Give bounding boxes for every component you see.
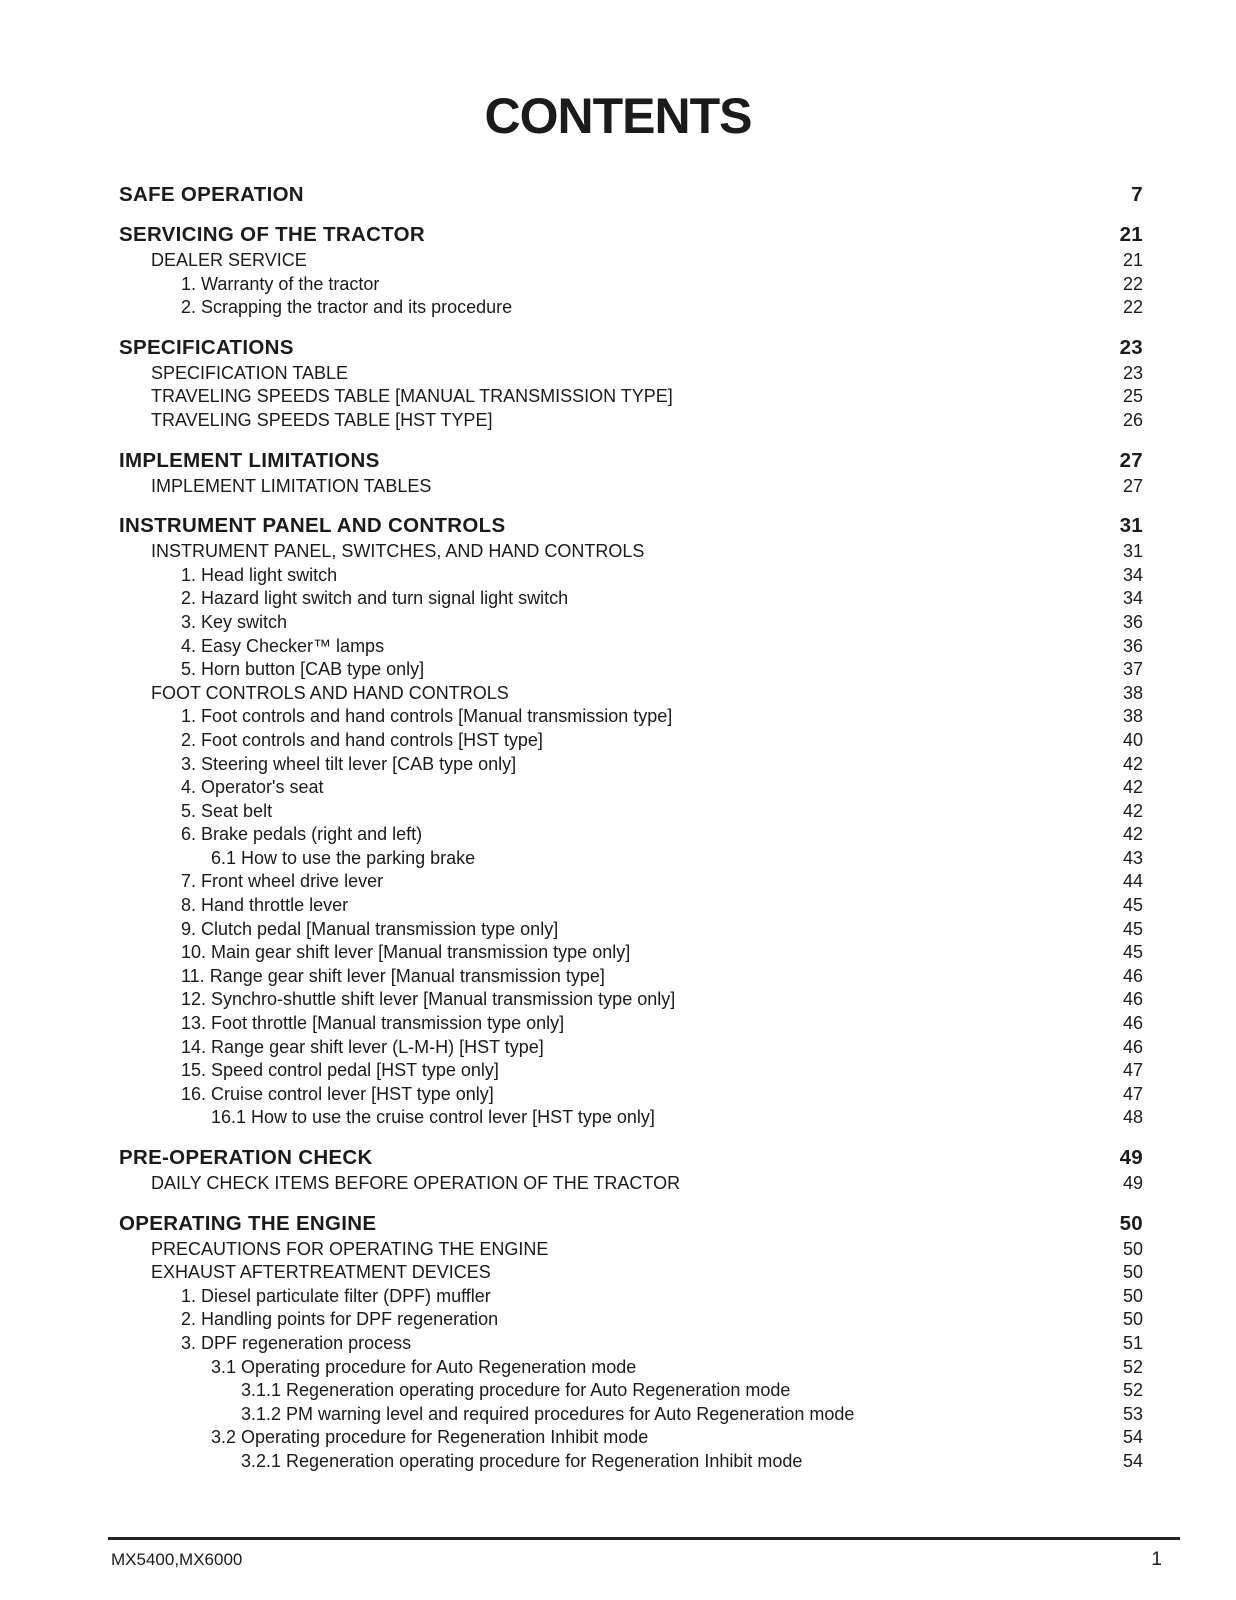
- toc-entry-label: SERVICING OF THE TRACTOR: [119, 223, 425, 246]
- toc-entry-label: PRECAUTIONS FOR OPERATING THE ENGINE: [151, 1238, 549, 1259]
- toc-entry-page: 46: [1122, 1036, 1143, 1057]
- toc-entry-page: 7: [1131, 183, 1143, 206]
- footer: [108, 1537, 1180, 1571]
- toc-entry-label: 3.2 Operating procedure for Regeneration Inhibit mode: [211, 1427, 649, 1448]
- toc-entry-page: 50: [1122, 1285, 1143, 1306]
- toc-entry-label: OPERATING THE ENGINE: [119, 1211, 377, 1235]
- toc-entry-page: 23: [1122, 362, 1143, 383]
- toc-entry[interactable]: [119, 1403, 1143, 1427]
- toc-entry-page: 50: [1122, 1238, 1143, 1259]
- toc-entry-label: SAFE OPERATION: [119, 183, 304, 206]
- toc-entry[interactable]: [119, 776, 1143, 800]
- toc-entry-label: 3. Steering wheel tilt lever [CAB type only]: [181, 753, 517, 774]
- toc-entry-page: 46: [1122, 1013, 1143, 1034]
- toc-entry-label: IMPLEMENT LIMITATION TABLES: [151, 475, 432, 496]
- toc-entry-page: 31: [1119, 514, 1143, 538]
- toc-entry-page: 36: [1122, 611, 1143, 632]
- toc-entry-label: 10. Main gear shift lever [Manual transmission type only]: [181, 942, 631, 963]
- toc-entry-label: DEALER SERVICE: [151, 250, 307, 270]
- toc-entry-label: SPECIFICATION TABLE: [151, 362, 349, 383]
- toc-entry[interactable]: [119, 587, 1143, 611]
- toc-entry[interactable]: [119, 1356, 1143, 1380]
- toc-entry-label: 15. Speed control pedal [HST type only]: [181, 1060, 499, 1081]
- toc-entry-label: 2. Handling points for DPF regeneration: [181, 1309, 499, 1330]
- toc-entry-page: 42: [1122, 777, 1143, 798]
- toc-entry[interactable]: [119, 249, 1143, 273]
- toc-entry[interactable]: [119, 823, 1143, 847]
- toc-entry[interactable]: [119, 729, 1143, 753]
- toc-entry-page: 54: [1122, 1450, 1143, 1471]
- toc-entry[interactable]: [119, 800, 1143, 824]
- toc-entry[interactable]: [119, 1450, 1143, 1474]
- toc-entry[interactable]: [119, 635, 1143, 659]
- page-title: CONTENTS: [484, 88, 752, 144]
- toc-entry-page: 27: [1119, 448, 1143, 472]
- toc-entry-page: 25: [1122, 386, 1143, 407]
- toc-entry-label: 16. Cruise control lever [HST type only]: [181, 1083, 494, 1104]
- toc-entry-label: 3.1.1 Regeneration operating procedure for Auto Regeneration mode: [241, 1380, 791, 1401]
- footer-model-label: MX5400,MX6000: [111, 1550, 243, 1569]
- toc-entry-label: 6. Brake pedals (right and left): [181, 824, 423, 845]
- toc-entry-page: 52: [1122, 1380, 1143, 1401]
- toc-entry-page: 36: [1122, 635, 1143, 656]
- toc-entry[interactable]: [119, 705, 1143, 729]
- toc-entry[interactable]: [119, 1211, 1143, 1236]
- toc-entry[interactable]: [119, 847, 1143, 871]
- toc-entry-page: 38: [1122, 706, 1143, 727]
- toc-entry[interactable]: [119, 1106, 1143, 1130]
- toc-entry-label: 16.1 How to use the cruise control lever [HST type only]: [211, 1107, 655, 1128]
- toc-entry-label: 6.1 How to use the parking brake: [211, 847, 476, 868]
- toc-entry-page: 49: [1122, 1173, 1143, 1193]
- toc-entry-page: 51: [1122, 1332, 1143, 1353]
- toc-entry-label: EXHAUST AFTERTREATMENT DEVICES: [151, 1262, 491, 1283]
- toc-entry-page: 37: [1122, 659, 1143, 680]
- toc-entry-page: 50: [1122, 1309, 1143, 1330]
- toc-entry-page: 47: [1122, 1083, 1143, 1104]
- toc-entry[interactable]: [119, 564, 1143, 588]
- toc-entry[interactable]: [119, 1036, 1143, 1060]
- toc-entry-label: 3.1.2 PM warning level and required procedures for Auto Regeneration mode: [241, 1403, 855, 1424]
- toc-entry-page: 46: [1122, 989, 1143, 1010]
- toc-entry-page: 42: [1122, 753, 1143, 774]
- toc-entry[interactable]: [119, 273, 1143, 297]
- toc-entry-page: 40: [1122, 729, 1143, 750]
- toc-entry-label: 2. Foot controls and hand controls [HST type]: [181, 729, 543, 750]
- toc-entry[interactable]: [119, 1379, 1143, 1403]
- toc-entry[interactable]: [119, 918, 1143, 942]
- toc-entry-page: 44: [1122, 871, 1143, 892]
- toc-entry[interactable]: [119, 1308, 1143, 1332]
- toc-entry-label: 5. Horn button [CAB type only]: [181, 659, 425, 680]
- toc-entry-page: 34: [1122, 564, 1143, 585]
- toc-entry[interactable]: [119, 448, 1143, 473]
- toc-entry[interactable]: [119, 296, 1143, 320]
- toc-entry[interactable]: [119, 1332, 1143, 1356]
- toc-entry-page: 21: [1119, 223, 1143, 246]
- toc-entry[interactable]: [119, 870, 1143, 894]
- toc-entry-label: INSTRUMENT PANEL AND CONTROLS: [119, 514, 506, 538]
- toc-entry[interactable]: [119, 611, 1143, 635]
- toc-entry[interactable]: [119, 1426, 1143, 1450]
- toc-entry-label: 13. Foot throttle [Manual transmission type only]: [181, 1013, 565, 1034]
- toc-entry-page: 45: [1122, 942, 1143, 963]
- toc-entry-page: 43: [1122, 847, 1143, 868]
- toc-entry-label: 9. Clutch pedal [Manual transmission type only]: [181, 918, 559, 939]
- toc-entry-page: 42: [1122, 824, 1143, 845]
- toc-entry[interactable]: [119, 1083, 1143, 1107]
- toc-entry[interactable]: [119, 1172, 1143, 1196]
- toc-entry[interactable]: [119, 1238, 1143, 1262]
- toc-entry-page: 48: [1122, 1107, 1143, 1128]
- toc-entry-page: 22: [1122, 273, 1143, 294]
- toc-entry-label: 7. Front wheel drive lever: [181, 871, 384, 892]
- toc-entry-label: INSTRUMENT PANEL, SWITCHES, AND HAND CONTROLS: [151, 541, 645, 562]
- toc-entry[interactable]: [119, 1261, 1143, 1285]
- toc-entry-label: 14. Range gear shift lever (L-M-H) [HST type]: [181, 1036, 544, 1057]
- toc-entry[interactable]: [119, 409, 1143, 433]
- toc-entry-page: 49: [1119, 1146, 1143, 1169]
- toc-entry-page: 50: [1119, 1211, 1143, 1235]
- toc-entry[interactable]: [119, 475, 1143, 499]
- toc-entry-page: 53: [1122, 1403, 1143, 1424]
- toc-entry-label: 4. Operator's seat: [181, 777, 324, 798]
- toc-entry-label: 1. Warranty of the tractor: [181, 273, 380, 294]
- toc-entry-label: 5. Seat belt: [181, 800, 273, 821]
- toc-entry-page: 45: [1122, 918, 1143, 939]
- toc-entry[interactable]: [119, 182, 1143, 207]
- toc-entry[interactable]: [119, 658, 1143, 682]
- toc-entry-label: 4. Easy Checker™ lamps: [181, 635, 385, 656]
- toc-entry-page: 22: [1122, 297, 1143, 318]
- toc-entry-page: 27: [1122, 475, 1143, 496]
- toc-entry[interactable]: [119, 513, 1143, 538]
- toc-entry[interactable]: [119, 222, 1143, 247]
- toc-list: [119, 182, 1143, 1474]
- toc-entry-page: 21: [1122, 250, 1143, 270]
- toc-entry[interactable]: [119, 1145, 1143, 1170]
- toc-entry-label: FOOT CONTROLS AND HAND CONTROLS: [151, 682, 509, 703]
- toc-entry-page: 46: [1122, 965, 1143, 986]
- toc-entry[interactable]: [119, 894, 1143, 918]
- toc-entry-page: 52: [1122, 1356, 1143, 1377]
- toc-entry-page: 31: [1122, 541, 1143, 562]
- toc-entry[interactable]: [119, 988, 1143, 1012]
- toc-entry[interactable]: [119, 362, 1143, 386]
- toc-entry-label: 1. Diesel particulate filter (DPF) muffler: [181, 1285, 491, 1306]
- toc-entry-label: 3.2.1 Regeneration operating procedure for Regeneration Inhibit mode: [241, 1450, 803, 1471]
- toc-entry[interactable]: [119, 335, 1143, 360]
- toc-entry-page: 54: [1122, 1427, 1143, 1448]
- toc-entry[interactable]: [119, 753, 1143, 777]
- toc-entry-page: 26: [1122, 409, 1143, 430]
- toc-entry-label: TRAVELING SPEEDS TABLE [HST TYPE]: [151, 409, 493, 430]
- toc-entry-page: 34: [1122, 588, 1143, 609]
- toc-entry-page: 23: [1119, 335, 1143, 359]
- footer-page-number: 1: [1151, 1549, 1162, 1570]
- toc-entry[interactable]: [119, 385, 1143, 409]
- toc-entry[interactable]: [119, 941, 1143, 965]
- toc-entry-label: 11. Range gear shift lever [Manual transmission type]: [181, 965, 605, 986]
- toc-entry-page: 50: [1122, 1262, 1143, 1283]
- toc-entry-label: 2. Hazard light switch and turn signal light switch: [181, 588, 569, 609]
- toc-entry[interactable]: [119, 540, 1143, 564]
- toc-entry-label: SPECIFICATIONS: [119, 335, 294, 359]
- toc-entry-label: 1. Foot controls and hand controls [Manual transmission type]: [181, 706, 673, 727]
- toc-entry-label: PRE-OPERATION CHECK: [119, 1146, 373, 1169]
- toc-entry-label: 3. DPF regeneration process: [181, 1332, 412, 1353]
- toc-entry[interactable]: [119, 965, 1143, 989]
- toc-entry[interactable]: [119, 1012, 1143, 1036]
- toc-entry-label: 3.1 Operating procedure for Auto Regeneration mode: [211, 1356, 637, 1377]
- toc-entry-page: 47: [1122, 1060, 1143, 1081]
- toc-entry[interactable]: [119, 1059, 1143, 1083]
- toc-entry-label: DAILY CHECK ITEMS BEFORE OPERATION OF THE TRACTOR: [151, 1173, 681, 1193]
- toc-entry-page: 38: [1122, 682, 1143, 703]
- toc-entry-label: IMPLEMENT LIMITATIONS: [119, 448, 380, 472]
- toc-entry-label: TRAVELING SPEEDS TABLE [MANUAL TRANSMISSION TYPE]: [151, 386, 673, 407]
- toc-entry-label: 12. Synchro-shuttle shift lever [Manual transmission type only]: [181, 989, 676, 1010]
- toc-entry-label: 2. Scrapping the tractor and its procedure: [181, 297, 513, 318]
- toc-entry-label: 3. Key switch: [181, 611, 288, 632]
- toc-entry-label: 8. Hand throttle lever: [181, 895, 349, 916]
- toc-entry-label: 1. Head light switch: [181, 564, 338, 585]
- toc-entry[interactable]: [119, 1285, 1143, 1309]
- toc-entry-page: 42: [1122, 800, 1143, 821]
- toc-entry-page: 45: [1122, 895, 1143, 916]
- footer-inner: [108, 1540, 1180, 1571]
- toc-entry[interactable]: [119, 682, 1143, 706]
